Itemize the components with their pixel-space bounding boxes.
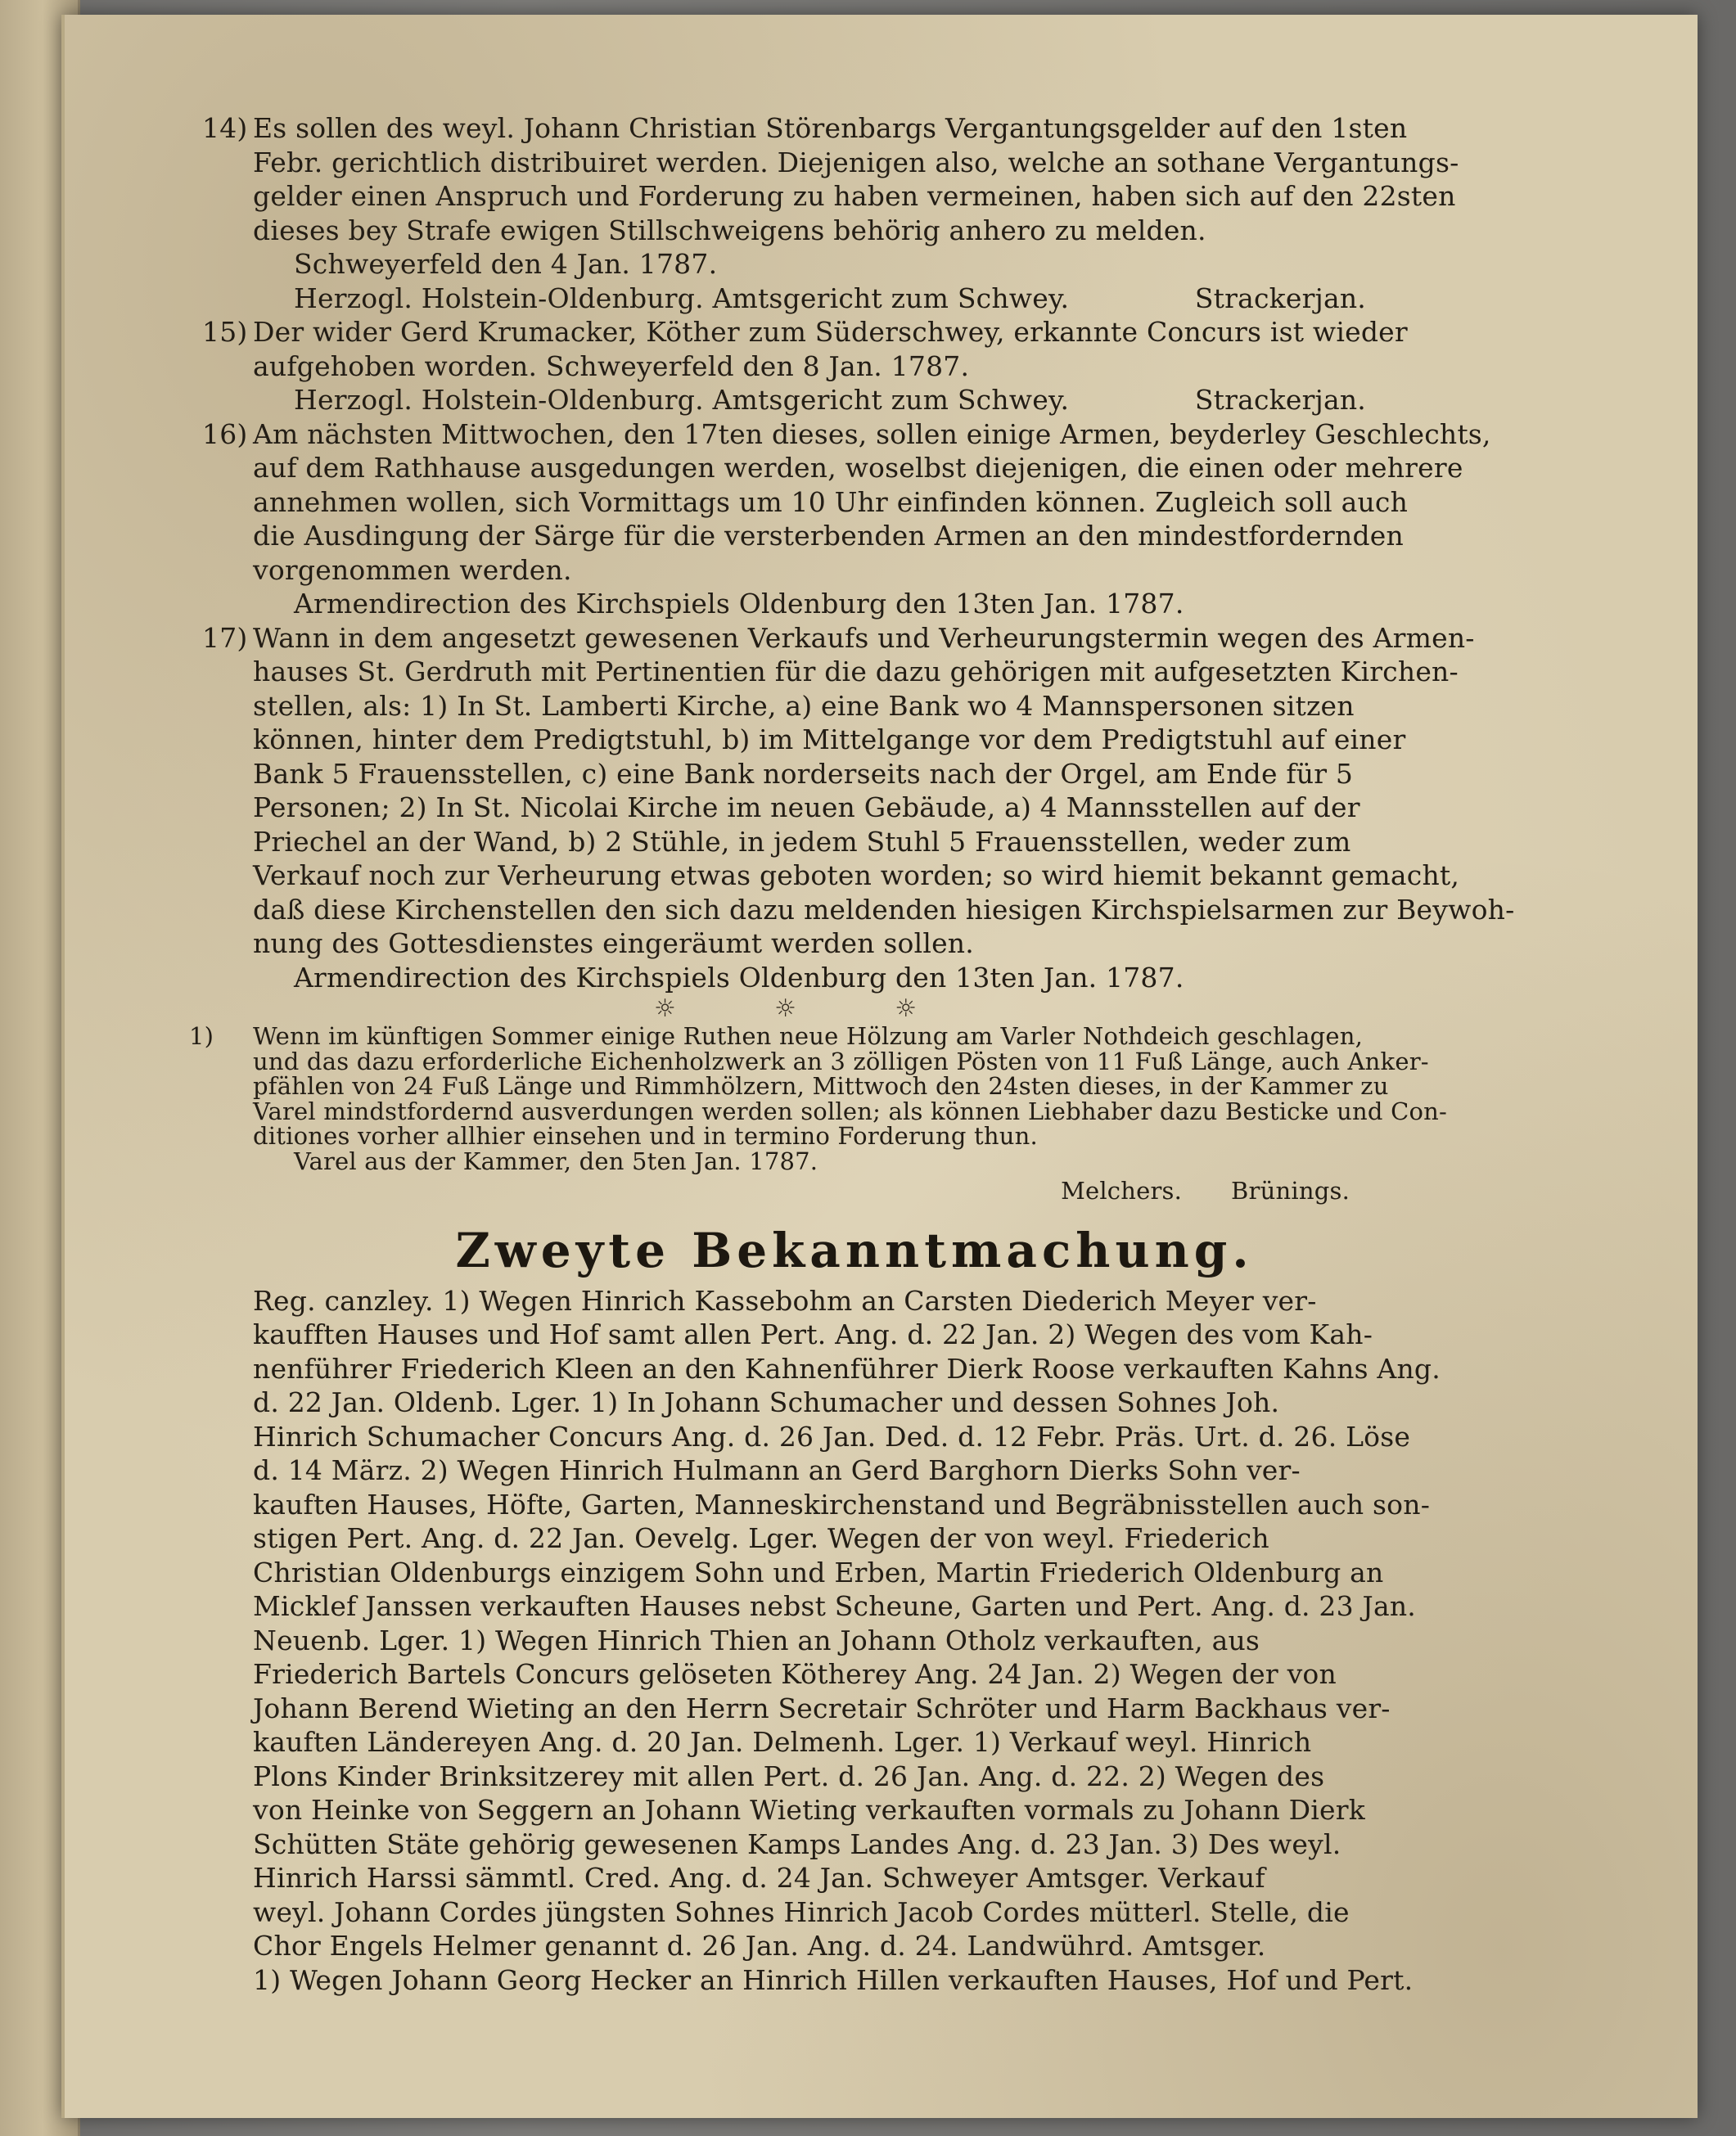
- section-line: Plons Kinder Brinksitzerey mit allen Pert. d. 26 Jan. Ang. d. 22. 2) Wegen des: [253, 1760, 1325, 1792]
- entry-line: Varel mindstfordernd ausverdungen werden sollen; als können Liebhaber dazu Besticke und Con-: [253, 1097, 1448, 1125]
- entry-line: auf dem Rathhause ausgedungen werden, woselbst diejenigen, die einen oder mehrere: [253, 452, 1463, 484]
- signers: [253, 1178, 1456, 1204]
- entry-14: [202, 111, 1459, 315]
- section-line: kauften Ländereyen Ang. d. 20 Jan. Delmenh. Lger. 1) Verkauf weyl. Hinrich: [253, 1726, 1312, 1758]
- section-line: d. 22 Jan. Oldenb. Lger. 1) In Johann Schumacher und dessen Sohnes Joh.: [253, 1386, 1280, 1418]
- section-line: Schütten Stäte gehörig gewesenen Kamps Landes Ang. d. 23 Jan. 3) Des weyl.: [253, 1827, 1341, 1860]
- entry-line: stellen, als: 1) In St. Lamberti Kirche, a) eine Bank wo 4 Mannspersonen sitzen: [253, 689, 1355, 722]
- section-line: nenführer Friederich Kleen an den Kahnenführer Dierk Roose verkauften Kahns Ang.: [253, 1352, 1441, 1385]
- entry-line: können, hinter dem Predigtstuhl, b) im Mittelgange vor dem Predigtstuhl auf einer: [253, 723, 1406, 755]
- page-text: [189, 111, 1515, 1997]
- section-line: d. 14 März. 2) Wegen Hinrich Hulmann an Gerd Barghorn Dierks Sohn ver-: [253, 1454, 1301, 1486]
- signer: Melchers.: [1061, 1177, 1183, 1205]
- entry-line: daß diese Kirchenstellen den sich dazu meldenden hiesigen Kirchspielsarmen zur Beywoh-: [253, 893, 1515, 926]
- document-page: [61, 15, 1698, 2118]
- section-line: stigen Pert. Ang. d. 22 Jan. Oevelg. Lger. Wegen der von weyl. Friederich: [253, 1522, 1269, 1554]
- entry-line: die Ausdingung der Särge für die versterbenden Armen an den mindestfordernden: [253, 520, 1404, 552]
- place-date: Varel aus der Kammer, den 5ten Jan. 1787.: [294, 1147, 818, 1175]
- section-line: kaufften Hauses und Hof samt allen Pert. Ang. d. 22 Jan. 2) Wegen des vom Kah-: [253, 1318, 1373, 1350]
- authority: Armendirection des Kirchspiels Oldenburg den 13ten Jan. 1787.: [294, 961, 1184, 994]
- section-line: Chor Engels Helmer genannt d. 26 Jan. Ang. d. 24. Landwührd. Amtsger.: [253, 1930, 1266, 1962]
- place-date: Schweyerfeld den 4 Jan. 1787.: [294, 248, 718, 280]
- entry-line: Am nächsten Mittwochen, den 17ten dieses, sollen einige Armen, beyderley Geschlechts,: [253, 417, 1491, 450]
- entry-line: hauses St. Gerdruth mit Pertinentien für die dazu gehörigen mit aufgesetzten Kirchen-: [253, 656, 1459, 687]
- entry-line: vorgenommen werden.: [253, 553, 572, 586]
- signer: Strackerjan.: [1194, 282, 1366, 314]
- entry-15: [202, 315, 1456, 417]
- section-line: Hinrich Schumacher Concurs Ang. d. 26 Jan. Ded. d. 12 Febr. Präs. Urt. d. 26. Löse: [253, 1420, 1411, 1453]
- section-line: 1) Wegen Johann Georg Hecker an Hinrich Hillen verkauften Hauses, Hof und Pert.: [253, 1963, 1414, 1996]
- entry-line: Es sollen des weyl. Johann Christian Störenbargs Vergantungsgelder auf den 1sten: [253, 112, 1408, 144]
- entry-17: [202, 621, 1515, 995]
- entry-number: 17): [202, 621, 248, 654]
- entry-line: ditiones vorher allhier einsehen und in termino Forderung thun.: [253, 1122, 1038, 1150]
- section-line: von Heinke von Seggern an Johann Wieting verkauften vormals zu Johann Dierk: [253, 1794, 1365, 1826]
- small-print-entry: [189, 1022, 1456, 1205]
- section-line: Hinrich Harssi sämmtl. Cred. Ang. d. 24 Jan. Schweyer Amtsger. Verkauf: [253, 1862, 1265, 1894]
- entry-line: aufgehoben worden. Schweyerfeld den 8 Jan. 1787.: [253, 349, 970, 382]
- entry-line: Der wider Gerd Krumacker, Köther zum Süderschwey, erkannte Concurs ist wieder: [253, 316, 1408, 348]
- signature-row: [253, 282, 1366, 316]
- entry-line: und das dazu erforderliche Eichenholzwerk an 3 zölligen Pösten von 11 Fuß Länge, auch Anker-: [253, 1047, 1429, 1075]
- signature-row: [253, 383, 1366, 417]
- section-line: Reg. canzley. 1) Wegen Hinrich Kassebohm an Carsten Diederich Meyer ver-: [253, 1284, 1317, 1317]
- entry-line: Bank 5 Frauensstellen, c) eine Bank norderseits nach der Orgel, am Ende für 5: [253, 757, 1354, 790]
- authority: Armendirection des Kirchspiels Oldenburg den 13ten Jan. 1787.: [294, 588, 1184, 620]
- section-line: Friederich Bartels Concurs gelöseten Kötherey Ang. 24 Jan. 2) Wegen der von: [253, 1658, 1337, 1690]
- section-body: [253, 1284, 1456, 1998]
- entry-line: dieses bey Strafe ewigen Stillschweigens behörig anhero zu melden.: [253, 214, 1206, 246]
- signer: Brünings.: [1231, 1177, 1350, 1205]
- section-line: weyl. Johann Cordes jüngsten Sohnes Hinrich Jacob Cordes mütterl. Stelle, die: [253, 1895, 1350, 1928]
- authority: Herzogl. Holstein-Oldenburg. Amtsgericht zum Schwey.: [294, 282, 1070, 314]
- entry-line: Verkauf noch zur Verheurung etwas geboten worden; so wird hiemit bekannt gemacht,: [253, 859, 1460, 891]
- entry-line: nung des Gottesdienstes eingeräumt werden sollen.: [253, 927, 974, 959]
- entry-number: 15): [202, 316, 248, 348]
- entry-16: [202, 417, 1491, 621]
- sun-ornament-icon: ☼: [774, 994, 797, 1024]
- signer: Strackerjan.: [1194, 384, 1366, 416]
- section-line: Johann Berend Wieting an den Herrn Secretair Schröter und Harm Backhaus ver-: [253, 1692, 1391, 1724]
- entry-line: Wann in dem angesetzt gewesenen Verkaufs und Verheurungstermin wegen des Armen-: [253, 621, 1475, 654]
- entry-line: Wenn im künftigen Sommer einige Ruthen neue Hölzung am Varler Nothdeich geschlagen,: [253, 1022, 1364, 1050]
- section-line: kauften Hauses, Höfte, Garten, Manneskirchenstand und Begräbnisstellen auch son-: [253, 1488, 1431, 1521]
- section-line: Neuenb. Lger. 1) Wegen Hinrich Thien an Johann Otholz verkauften, aus: [253, 1624, 1260, 1656]
- entry-line: pfählen von 24 Fuß Länge und Rimmhölzern, Mittwoch den 24sten dieses, in der Kammer zu: [253, 1072, 1389, 1100]
- entry-number: 1): [189, 1022, 214, 1050]
- authority: Herzogl. Holstein-Oldenburg. Amtsgericht zum Schwey.: [294, 384, 1070, 416]
- entry-number: 14): [202, 112, 248, 144]
- entry-line: Priechel an der Wand, b) 2 Stühle, in jedem Stuhl 5 Frauensstellen, weder zum: [253, 825, 1351, 858]
- sun-ornament-icon: ☼: [654, 994, 677, 1024]
- section-heading: Zweyte Bekanntmachung.: [455, 1222, 1254, 1278]
- section-line: Micklef Janssen verkauften Hauses nebst Scheune, Garten und Pert. Ang. d. 23 Jan.: [253, 1590, 1416, 1622]
- ornament-divider: [253, 994, 1456, 1024]
- entry-line: gelder einen Anspruch und Forderung zu haben vermeinen, haben sich auf den 22sten: [253, 180, 1456, 212]
- entry-number: 16): [202, 417, 248, 450]
- entry-line: Febr. gerichtlich distribuiret werden. Diejenigen also, welche an sothane Vergantungs-: [253, 146, 1459, 178]
- section-line: Christian Oldenburgs einzigem Sohn und Erben, Martin Friederich Oldenburg an: [253, 1556, 1384, 1588]
- entry-line: annehmen wollen, sich Vormittags um 10 Uhr einfinden können. Zugleich soll auch: [253, 485, 1409, 518]
- entry-line: Personen; 2) In St. Nicolai Kirche im neuen Gebäude, a) 4 Mannsstellen auf der: [253, 791, 1360, 823]
- sun-ornament-icon: ☼: [895, 994, 918, 1024]
